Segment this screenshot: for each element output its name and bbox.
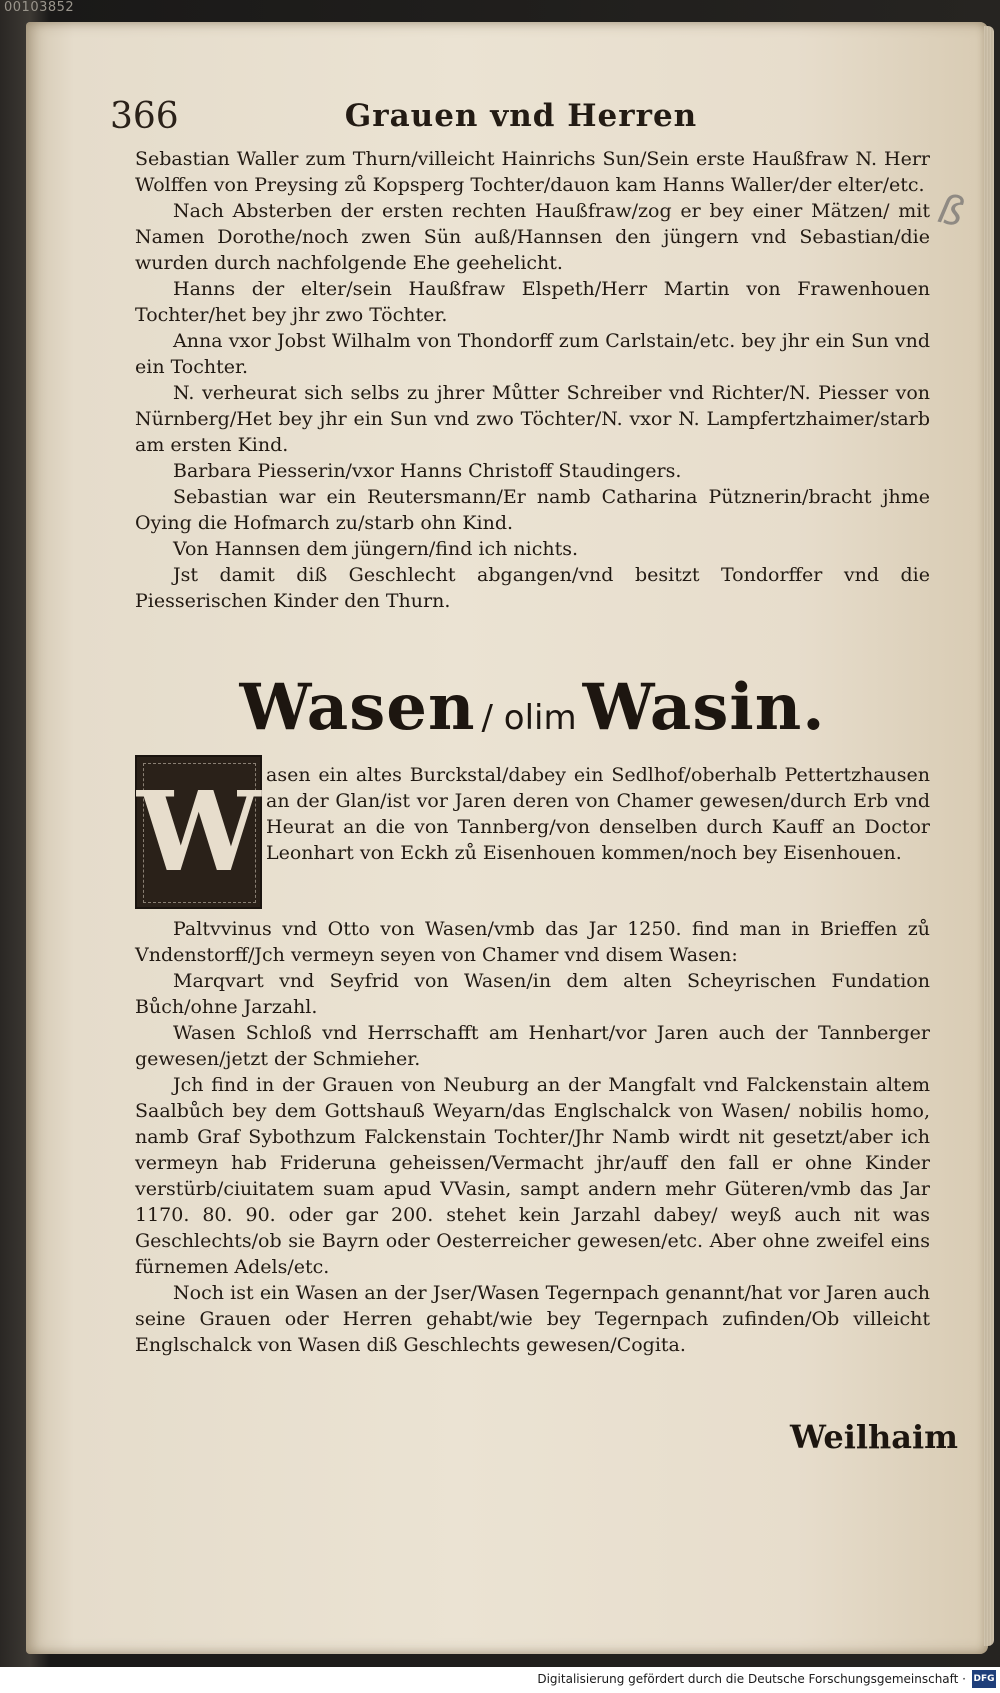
paragraph: Jch find in der Grauen von Neuburg an der Mangfalt vnd Falckenstain altem Saalbůch bey dem Gottshauß Weyarn/das Englschalck von Wasen/ nobilis homo, namb Graf Sybothzum Falckenstain Tochter/Jhr Namb wirdt nit gesetzt/aber ich vermeyn hab Frideruna geheissen/Vermacht jhr/auff den fall er ohne Kinder verstürb/ciuitatem suam apud VVasin, sampt andern mehr Güteren/vmb das Jar 1170. 80. 90. oder gar 200. stehet kein Jarzahl dabey/ weyß auch nit was Geschlechts/ob sie Bayrn oder Oesterreicher gewesen/etc. Aber ohne zweifel eins fürnemen Adels/etc. bbox=[135, 1074, 930, 1278]
paragraph: Noch ist ein Wasen an der Jser/Wasen Tegernpach genannt/hat vor Jaren auch seine Grauen oder Herren gehabt/wie bey Tegernpach zufinden/Ob villeicht Englschalck von Wasen diß Geschlechts gewesen/Cogita. bbox=[135, 1282, 930, 1356]
section-title-variant: Wasin. bbox=[582, 670, 826, 745]
dfg-logo: DFG bbox=[972, 1670, 996, 1688]
top-text-block bbox=[135, 146, 930, 614]
paragraph: N. verheurat sich selbs zu jhrer Můtter Schreiber vnd Richter/N. Piesser von Nürnberg/Het bey jhr ein Sun vnd zwo Töchter/N. vxor N. Lampfertzhaimer/starb am ersten Kind. bbox=[135, 382, 930, 456]
section-title-connector: / olim bbox=[481, 698, 577, 738]
page-header bbox=[110, 96, 932, 142]
footer-credit: Digitalisierung gefördert durch die Deutsche Forschungsgemeinschaft · bbox=[537, 1672, 966, 1686]
page-number: 366 bbox=[110, 96, 179, 137]
catchword: Weilhaim bbox=[790, 1418, 959, 1456]
paragraph: Marqvart vnd Seyfrid von Wasen/in dem alten Scheyrischen Fundation Bůch/ohne Jarzahl. bbox=[135, 970, 930, 1018]
paragraph: Nach Absterben der ersten rechten Haußfraw/zog er bey einer Mätzen/ mit Namen Dorothe/noch zwen Sün auß/Hannsen den jüngern vnd Sebastian/die wurden durch nachfolgende Ehe geehelicht. bbox=[135, 200, 930, 274]
initial-paragraph-block bbox=[266, 762, 930, 866]
paragraph: Anna vxor Jobst Wilhalm von Thondorff zum Carlstain/etc. bey jhr ein Sun vnd ein Tochter. bbox=[135, 330, 930, 378]
margin-pencil-note: ß bbox=[933, 185, 968, 237]
paragraph: Von Hannsen dem jüngern/find ich nichts. bbox=[173, 538, 579, 560]
section-title: Wasen bbox=[239, 670, 476, 745]
paragraph: Sebastian war ein Reutersmann/Er namb Catharina Pütznerin/bracht jhme Oying die Hofmarch zu/starb ohn Kind. bbox=[135, 486, 930, 534]
paragraph: asen ein altes Burckstal/dabey ein Sedlhof/oberhalb Pettertzhausen an der Glan/ist vor Jaren deren von Chamer gewesen/durch Erb vnd Heurat an die von Tannberg/von denselben durch Kauff an Doctor Leonhart von Eckh zů Eisenhouen kommen/noch bey Eisenhouen. bbox=[266, 764, 930, 864]
running-title: Grauen vnd Herren bbox=[344, 98, 698, 134]
paragraph: Hanns der elter/sein Haußfraw Elspeth/Herr Martin von Frawenhouen Tochter/het bey jhr zwo Töchter. bbox=[135, 278, 930, 326]
scan-identifier: 00103852 bbox=[4, 0, 75, 15]
paragraph: Sebastian Waller zum Thurn/villeicht Hainrichs Sun/Sein erste Haußfraw N. Herr Wolffen von Preysing zů Kopsperg Tochter/dauon kam Hanns Waller/der elter/etc. bbox=[135, 148, 930, 196]
page-stack-edge bbox=[984, 26, 994, 1646]
paragraph: Barbara Piesserin/vxor Hanns Christoff Staudingers. bbox=[173, 460, 682, 482]
paragraph: Wasen Schloß vnd Herrschafft am Henhart/vor Jaren auch der Tannberger gewesen/jetzt der Schmieher. bbox=[135, 1022, 930, 1070]
paragraph: Paltvvinus vnd Otto von Wasen/vmb das Jar 1250. find man in Brieffen zů Vndenstorff/Jch vermeyn seyen von Chamer vnd disem Wasen: bbox=[135, 918, 930, 966]
initial-letter: W bbox=[137, 767, 261, 896]
paragraph: Jst damit diß Geschlecht abgangen/vnd besitzt Tondorffer vnd die Piesserischen Kinder den Thurn. bbox=[135, 564, 930, 612]
section-heading bbox=[135, 670, 930, 760]
decorated-initial bbox=[135, 755, 262, 909]
bottom-text-block bbox=[135, 916, 930, 1358]
